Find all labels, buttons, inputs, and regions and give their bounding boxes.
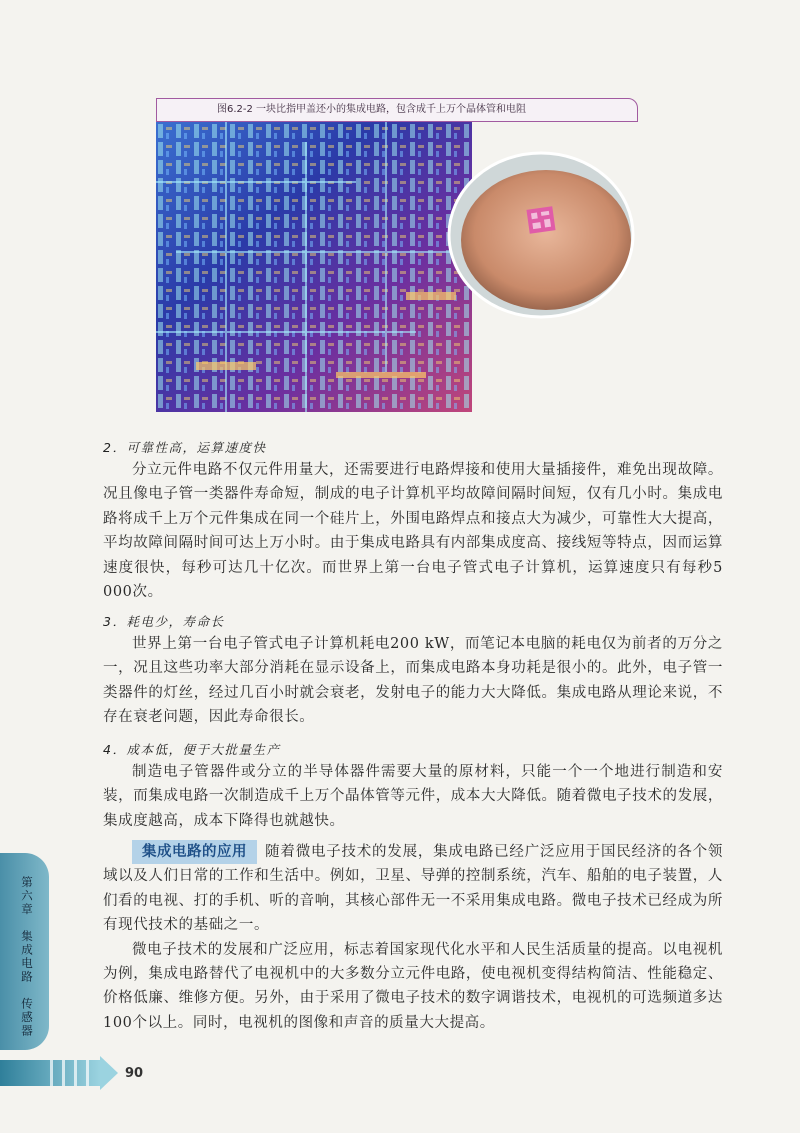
page-arrow-decoration xyxy=(0,1056,120,1090)
section-heading-power: 3．耗电少，寿命长 xyxy=(103,614,225,629)
section-heading-cost: 4．成本低，便于大批量生产 xyxy=(103,742,281,757)
paragraph: 世界上第一台电子管式电子计算机耗电200 kW，而笔记本电脑的耗电仅为前者的万分之一，况且这些功率大部分消耗在显示设备上，而集成电路本身功耗是很小的。此外，电子管一类器件的灯丝，经过几百小时就会衰老，发射电子的能力大大降低。集成电路从理论来说，不存在衰老问题，因此寿命很长。 xyxy=(103,636,723,726)
paragraph: 制造电子管器件或分立的半导体器件需要大量的原材料，只能一个一个地进行制造和安装，而集成电路一次制造成千上万个晶体管等元件，成本大大降低。随着微电子技术的发展，集成度越高，成本下降得也就越快。 xyxy=(103,764,723,829)
section-body-power xyxy=(103,632,723,730)
section-heading-reliability: 2．可靠性高，运算速度快 xyxy=(103,440,267,455)
paragraph xyxy=(103,840,723,938)
paragraph: 分立元件电路不仅元件用量大，还需要进行电路焊接和使用大量插接件，难免出现故障。况且像电子管一类器件寿命短，制成的电子计算机平均故障间隔时间短，仅有几小时。集成电路将成千上万个元件集成在同一个硅片上，外围电路焊点和接点大为减少，可靠性大大提高，平均故障间隔时间可达上万小时。由于集成电路具有内部集成度高、接线短等特点，因而运算速度很快，每秒可达几十亿次。而世界上第一台电子管式电子计算机，运算速度只有每秒5 000次。 xyxy=(103,462,723,601)
section-body-cost xyxy=(103,760,723,833)
applications-section xyxy=(103,840,723,1035)
circuit-photo xyxy=(156,122,472,412)
finger-chip-inset xyxy=(446,150,636,320)
page-number: 90 xyxy=(125,1066,144,1081)
figure-caption: 图6.2-2 一块比指甲盖还小的集成电路，包含成千上万个晶体管和电阻 xyxy=(156,98,638,122)
applications-text: 随着微电子技术的发展，集成电路已经广泛应用于国民经济的各个领域以及人们日常的工作和生活中。例如，卫星、导弹的控制系统，汽车、船舶的电子装置，人们看的电视、打的手机、听的音响，其核心部件无一不采用集成电路。微电子技术已经成为所有现代技术的基础之一。 xyxy=(103,844,723,934)
section-body-reliability xyxy=(103,458,723,604)
applications-tag: 集成电路的应用 xyxy=(132,840,257,864)
figure xyxy=(156,98,638,412)
paragraph: 微电子技术的发展和广泛应用，标志着国家现代化水平和人民生活质量的提高。以电视机为例，集成电路替代了电视机中的大多数分立元件电路，使电视机变得结构简洁、性能稳定、价格低廉、维修方便。另外，由于采用了微电子技术的数字调谐技术，电视机的可选频道多达100个以上。同时，电视机的图像和声音的质量大大提高。 xyxy=(103,941,723,1031)
chapter-tab-label: 第六章 集成电路 传感器 xyxy=(20,876,34,1038)
